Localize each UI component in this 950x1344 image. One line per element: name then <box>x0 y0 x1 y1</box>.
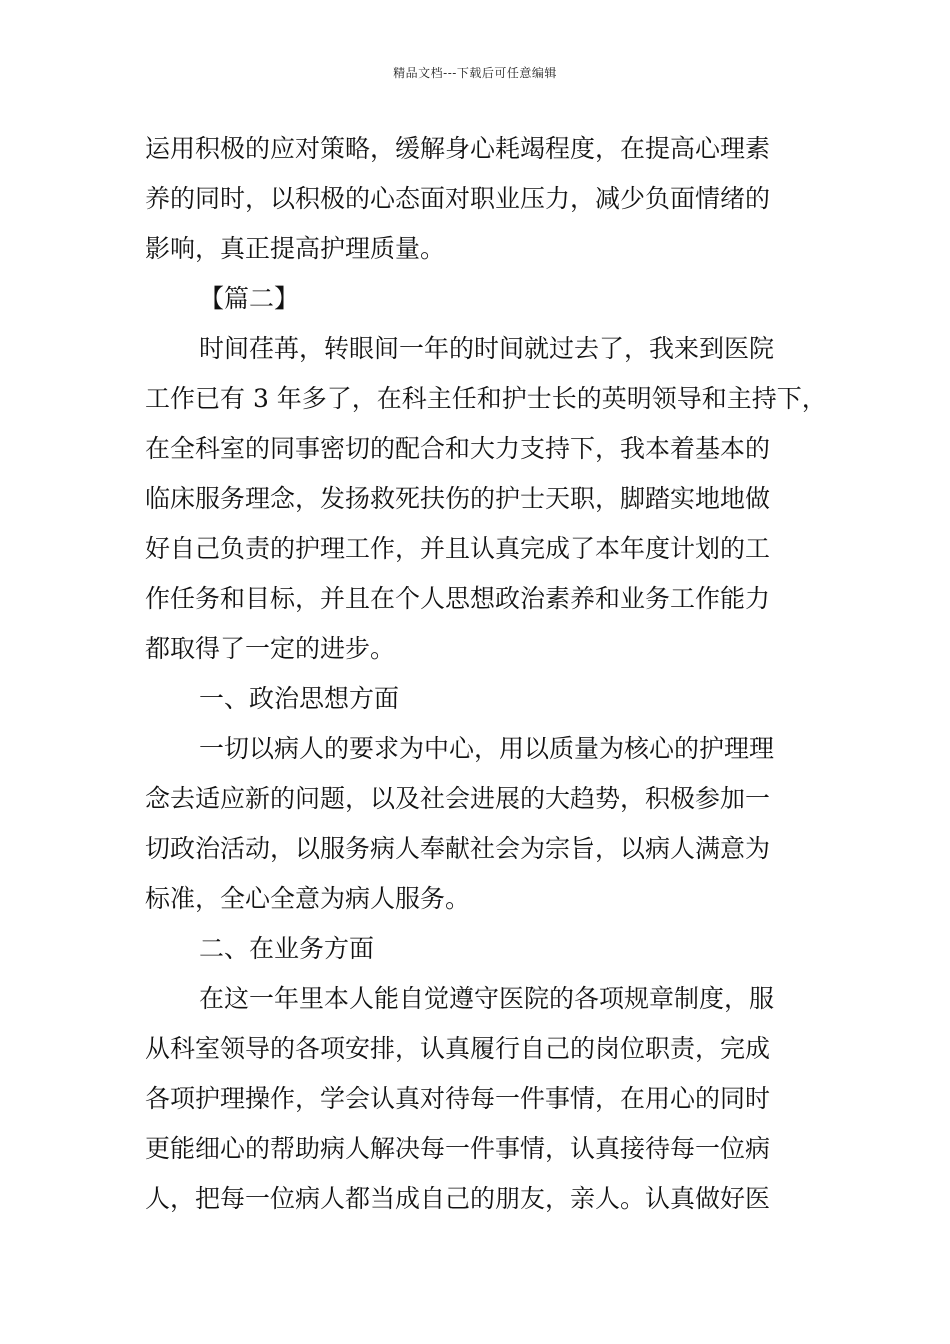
text-line: 在这一年里本人能自觉遵守医院的各项规章制度，服 <box>199 984 775 1013</box>
text-line: 切政治活动，以服务病人奉献社会为宗旨，以病人满意为 <box>145 834 771 863</box>
text-line: 一、政治思想方面 <box>199 684 400 713</box>
text-line: 一切以病人的要求为中心，用以质量为核心的护理理 <box>199 734 775 763</box>
text-line: 作任务和目标，并且在个人思想政治素养和业务工作能力 <box>145 584 771 613</box>
text-line: 养的同时，以积极的心态面对职业压力，减少负面情绪的 <box>145 184 771 213</box>
text-line: 念去适应新的问题，以及社会进展的大趋势，积极参加一 <box>145 784 771 813</box>
text-line: 都取得了一定的进步。 <box>145 634 396 663</box>
text-line: 影响，真正提高护理质量。 <box>145 234 446 263</box>
text-line: 好自己负责的护理工作，并且认真完成了本年度计划的工 <box>145 534 771 563</box>
text-line: 各项护理操作，学会认真对待每一件事情，在用心的同时 <box>145 1084 771 1113</box>
text-line: 标准，全心全意为病人服务。 <box>145 884 471 913</box>
text-line: 从科室领导的各项安排，认真履行自己的岗位职责，完成 <box>145 1034 771 1063</box>
text-line: 临床服务理念，发扬救死扶伤的护士天职，脚踏实地地做 <box>145 484 771 513</box>
text-line: 工作已有 3 年多了，在科主任和护士长的英明领导和主持下， <box>145 384 827 413</box>
text-line: 时间荏苒，转眼间一年的时间就过去了，我来到医院 <box>199 334 775 363</box>
text-line: 在全科室的同事密切的配合和大力支持下，我本着基本的 <box>145 434 771 463</box>
page-header: 精品文档---下载后可任意编辑 <box>393 66 557 80</box>
document-body <box>145 124 827 1224</box>
text-line: 【篇二】 <box>199 284 300 313</box>
text-line: 人，把每一位病人都当成自己的朋友，亲人。认真做好医 <box>145 1184 771 1213</box>
text-line: 运用积极的应对策略，缓解身心耗竭程度，在提高心理素 <box>145 134 771 163</box>
text-line: 二、在业务方面 <box>199 934 375 963</box>
text-line: 更能细心的帮助病人解决每一件事情，认真接待每一位病 <box>145 1134 771 1163</box>
